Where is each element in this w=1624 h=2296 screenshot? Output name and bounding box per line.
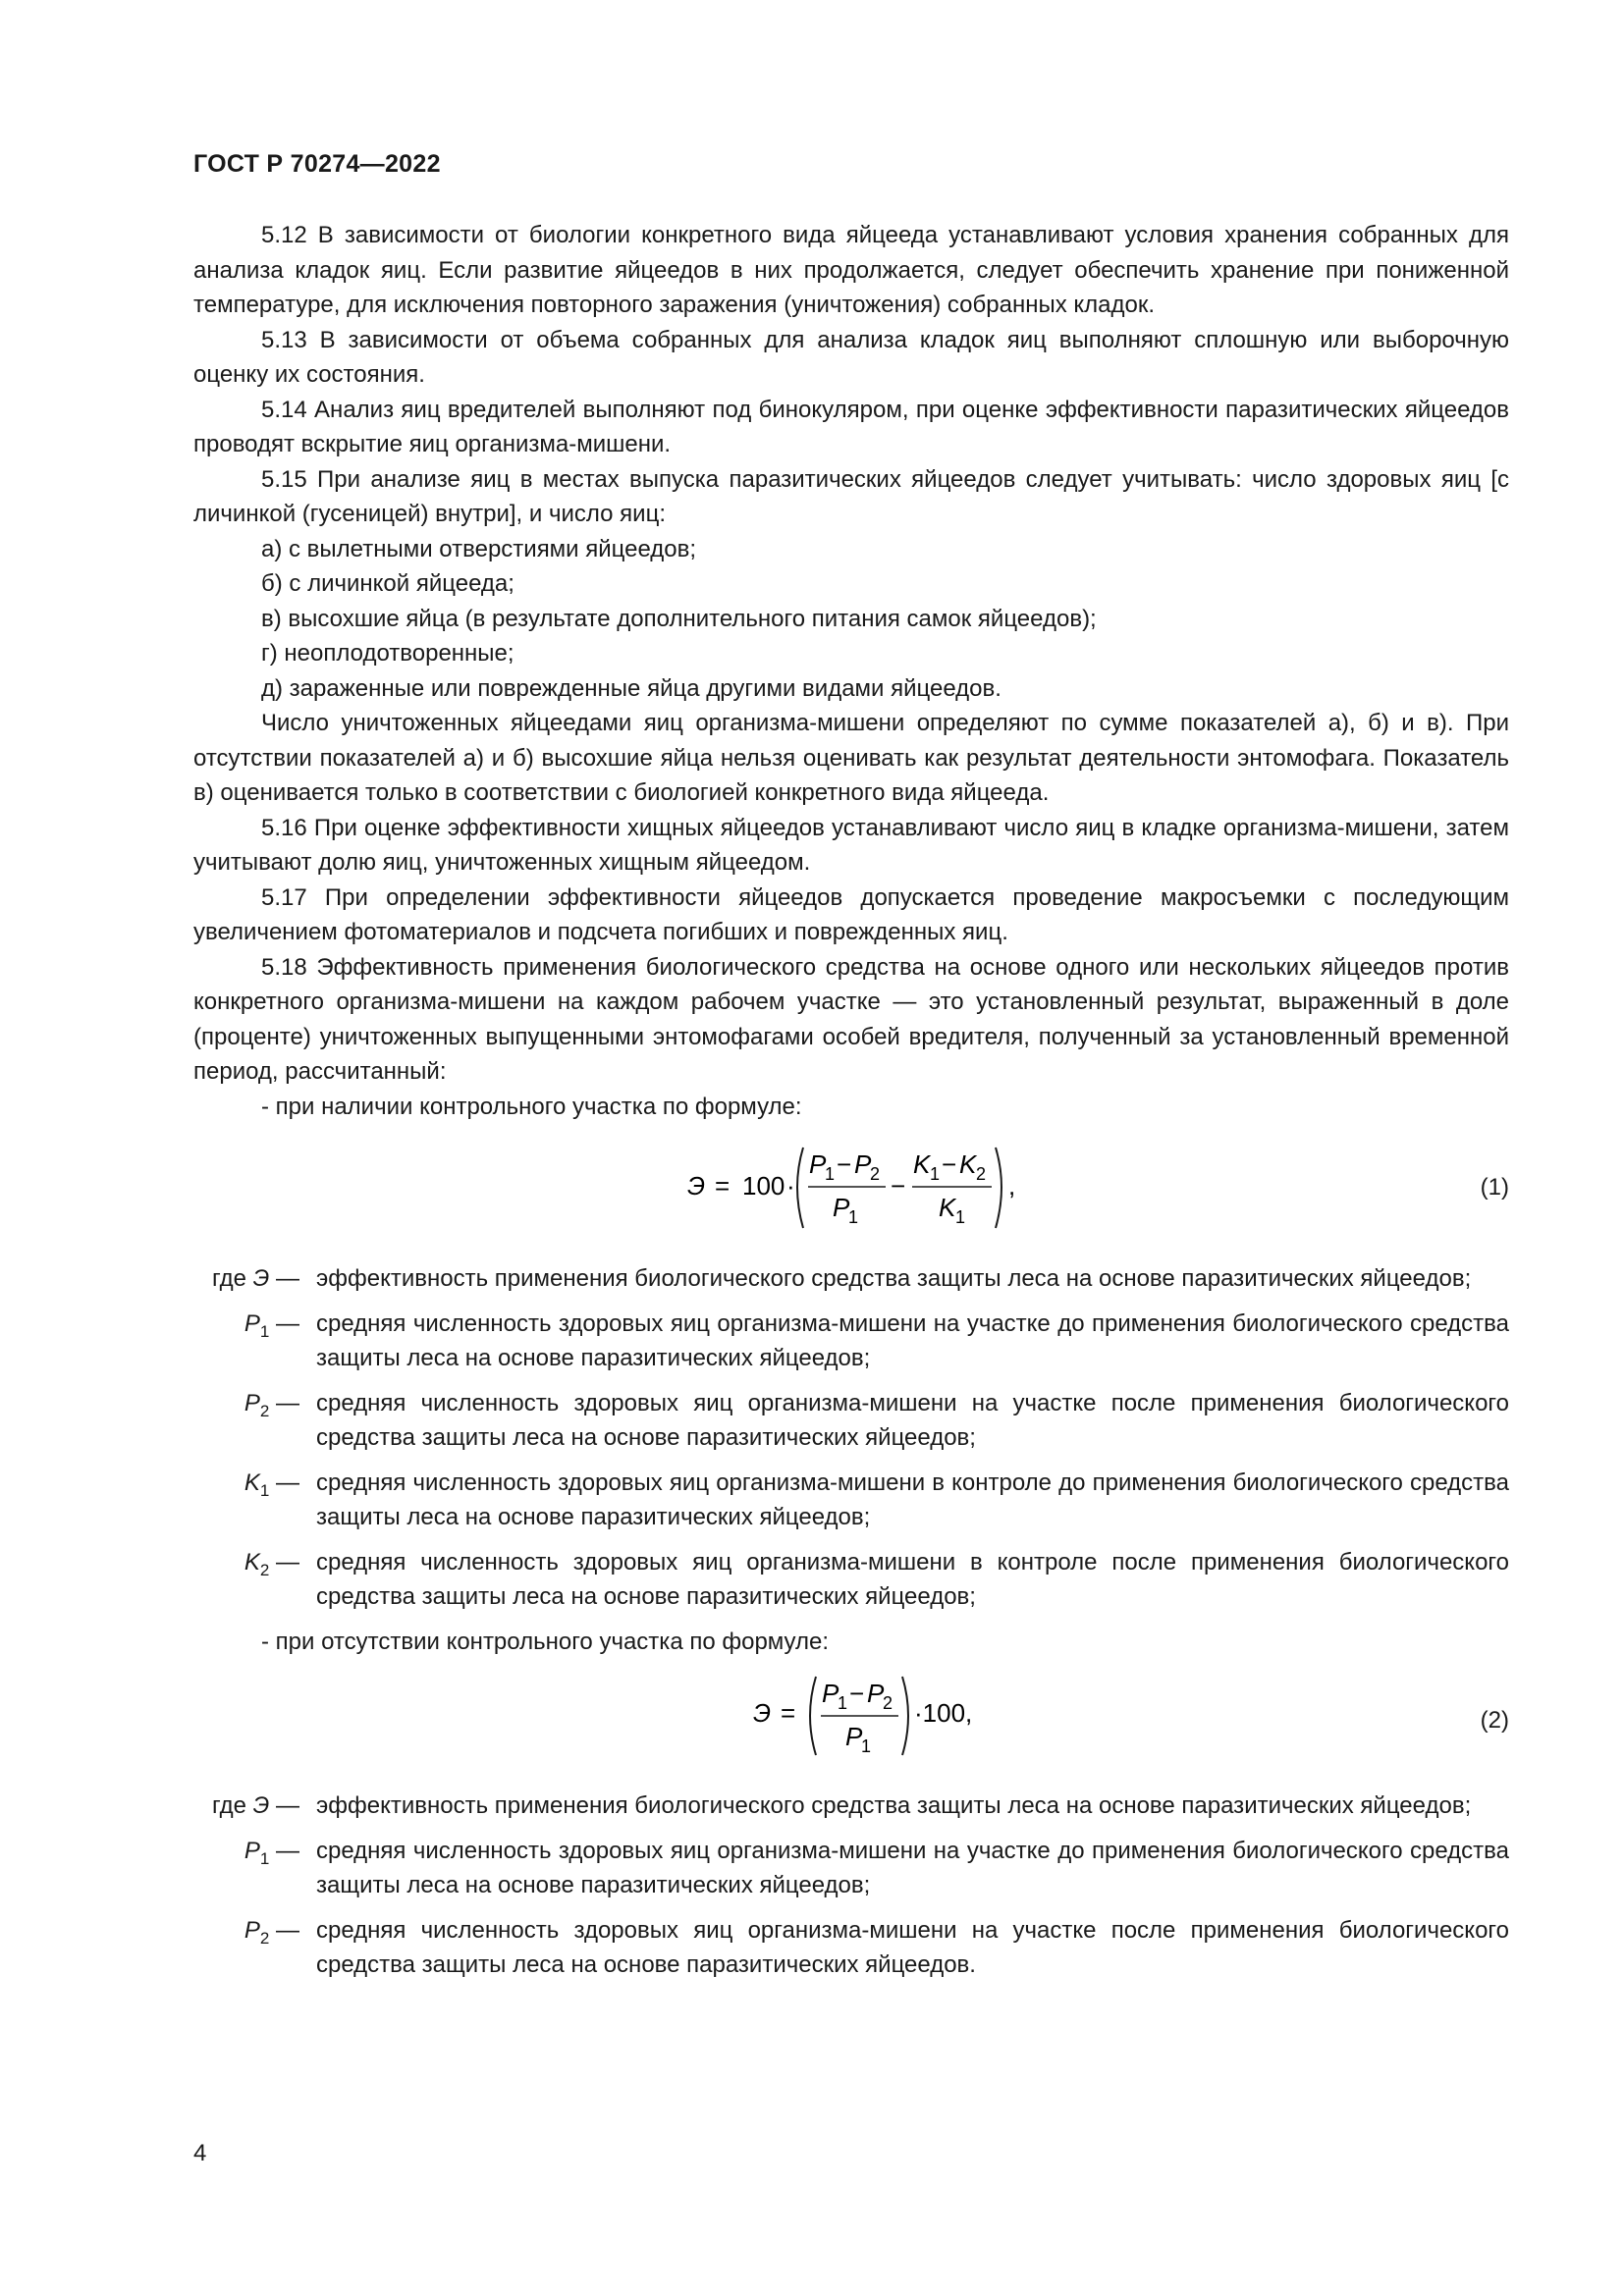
frac1-num-b-sub: 2 (870, 1164, 881, 1184)
formula1-intro: - при наличии контрольного участка по формуле: (261, 1093, 802, 1120)
left-paren (797, 1148, 803, 1228)
legend-text: средняя численность здоровых яиц организма-мишени на участке до применения биологического средства защиты леса на основе паразитических яйцеедов; (316, 1837, 1509, 1898)
formula-2-num-minus: − (849, 1679, 865, 1708)
list-item-g: г) неоплодотворенные; (261, 640, 514, 667)
right-paren (996, 1148, 1001, 1228)
formula-1-dot: · (786, 1171, 795, 1201)
frac2-num-a: K (913, 1149, 931, 1179)
formula-1-minus: − (891, 1171, 906, 1201)
legend-symbol: $K_2$ — (244, 1548, 299, 1579)
formula-1-eq: = (715, 1171, 731, 1201)
formula-2-eq: = (781, 1698, 796, 1728)
formula-2-lhs: Э (753, 1698, 772, 1728)
formula-1-legend (193, 1261, 1509, 1615)
legend-row (193, 1307, 1509, 1376)
formula-2-num-a: P (822, 1679, 839, 1708)
frac2-den-sub: 1 (955, 1207, 966, 1227)
formula-1 (193, 1134, 1509, 1242)
formula-2 (193, 1667, 1509, 1765)
legend-row (193, 1789, 1509, 1824)
formula-2-den-sub: 1 (861, 1736, 872, 1756)
formula-1-number: (1) (1480, 1174, 1509, 1201)
legend-row (193, 1261, 1509, 1297)
legend-symbol: $P_1$ — (244, 1309, 299, 1341)
frac1-num-a-sub: 1 (825, 1164, 836, 1184)
frac1-num-a: P (809, 1149, 827, 1179)
formula-2-num-b-sub: 2 (883, 1693, 893, 1713)
frac1-den: P (833, 1193, 850, 1222)
document-id: ГОСТ Р 70274—2022 (193, 150, 441, 178)
legend-text: средняя численность здоровых яиц организма-мишени в контроле до применения биологического средства защиты леса на основе паразитических яйцеедов; (316, 1468, 1509, 1530)
frac1-num-b: P (854, 1149, 872, 1179)
legend-row (193, 1834, 1509, 1903)
legend-row (193, 1386, 1509, 1456)
formula-2-tail: ·100, (914, 1698, 973, 1728)
paragraph-5-14: 5.14 Анализ яиц вредителей выполняют под бинокуляром, при оценке эффективности паразитических яйцеедов проводят вскрытие яиц организма-мишени. (193, 396, 1509, 457)
document-body (193, 218, 1509, 1993)
legend-symbol: где Э — (211, 1265, 299, 1292)
paragraph-count-note: Число уничтоженных яйцеедами яиц организма-мишени определяют по сумме показателей а), б) и в). При отсутствии показателей а) и б) высохшие яйца нельзя оценивать как результат деятельности энтомофага. Показатель в) оценивается только в соответствии с биологией конкретного вида яйцееда. (193, 710, 1509, 806)
paragraph-5-12: 5.12 В зависимости от биологии конкретного вида яйцееда устанавливают условия хранения собранных для анализа кладок яиц. Если развитие яйцеедов в них продолжается, следует обеспечить хранение при пониженной температуре, для исключения повторного заражения (уничтожения) собранных кладок. (193, 222, 1509, 318)
legend-row (193, 1466, 1509, 1535)
frac2-den: K (939, 1193, 956, 1222)
paragraph-5-13: 5.13 В зависимости от объема собранных для анализа кладок яиц выполняют сплошную или выборочную оценку их состояния. (193, 326, 1509, 388)
right-paren (902, 1677, 908, 1755)
frac2-num-minus: − (942, 1149, 957, 1179)
frac1-den-sub: 1 (848, 1207, 859, 1227)
paragraph-5-17: 5.17 При определении эффективности яйцеедов допускается проведение макросъемки с последующим увеличением фотоматериалов и подсчета погибших и поврежденных яиц. (193, 883, 1509, 945)
formula-2-den: P (845, 1722, 863, 1751)
legend-row (193, 1545, 1509, 1615)
list-item-d: д) зараженные или поврежденные яйца другими видами яйцеедов. (261, 674, 1001, 702)
formula2-intro: - при отсутствии контрольного участка по формуле: (261, 1628, 830, 1655)
legend-text: средняя численность здоровых яиц организма-мишени на участке после применения биологического средства защиты леса на основе паразитических яйцеедов; (316, 1389, 1509, 1451)
legend-symbol: $P_1$ — (244, 1837, 299, 1868)
left-paren (810, 1677, 816, 1755)
legend-text: средняя численность здоровых яиц организма-мишени на участке до применения биологического средства защиты леса на основе паразитических яйцеедов; (316, 1309, 1509, 1371)
frac2-num-b-sub: 2 (976, 1164, 987, 1184)
frac2-num-b: K (959, 1149, 977, 1179)
legend-text: эффективность применения биологического средства защиты леса на основе паразитических яйцеедов; (316, 1265, 1472, 1292)
formula-2-legend (193, 1789, 1509, 1983)
paragraph-5-16: 5.16 При оценке эффективности хищных яйцеедов устанавливают число яиц в кладке организма-мишени, затем учитывают долю яиц, уничтоженных хищным яйцеедом. (193, 814, 1509, 876)
legend-symbol: $P_2$ — (244, 1389, 299, 1420)
legend-text: эффективность применения биологического средства защиты леса на основе паразитических яйцеедов; (316, 1792, 1472, 1819)
list-item-b: б) с личинкой яйцееда; (261, 570, 514, 597)
page-number: 4 (193, 2140, 207, 2166)
paragraph-5-15: 5.15 При анализе яиц в местах выпуска паразитических яйцеедов следует учитывать: число здоровых яиц [с личинкой (гусеницей) внутри], и число яиц: (193, 465, 1509, 527)
legend-symbol: где Э — (211, 1792, 299, 1819)
formula-2-expression (753, 1667, 989, 1765)
formula-2-number: (2) (1480, 1707, 1509, 1734)
paragraph-5-18: 5.18 Эффективность применения биологического средства на основе одного или нескольких яйцеедов против конкретного организма-мишени на каждом рабочем участке — это установленный результат, выраженный в доле (проценте) уничтоженных выпущенными энтомофагами особей вредителя, полученный за установленный временной период, рассчитанный: (193, 953, 1509, 1085)
list-item-a: а) с вылетными отверстиями яйцеедов; (261, 535, 697, 562)
formula-2-num-a-sub: 1 (838, 1693, 848, 1713)
list-item-v: в) высохшие яйца (в результате дополнительного питания самок яйцеедов); (261, 605, 1097, 632)
legend-text: средняя численность здоровых яиц организма-мишени на участке после применения биологического средства защиты леса на основе паразитических яйцеедов. (316, 1916, 1509, 1978)
legend-symbol: $K_1$ — (244, 1468, 299, 1500)
frac2-num-a-sub: 1 (930, 1164, 941, 1184)
legend-text: средняя численность здоровых яиц организма-мишени в контроле после применения биологического средства защиты леса на основе паразитических яйцеедов; (316, 1548, 1509, 1610)
formula-1-coef: 100 (742, 1171, 785, 1201)
formula-2-num-b: P (867, 1679, 885, 1708)
formula-1-trail: , (1008, 1171, 1016, 1201)
frac1-num-minus: − (837, 1149, 852, 1179)
legend-symbol: $P_2$ — (244, 1916, 299, 1948)
formula-1-expression (687, 1134, 1041, 1242)
legend-row (193, 1913, 1509, 1983)
formula-1-lhs: Э (687, 1171, 706, 1201)
